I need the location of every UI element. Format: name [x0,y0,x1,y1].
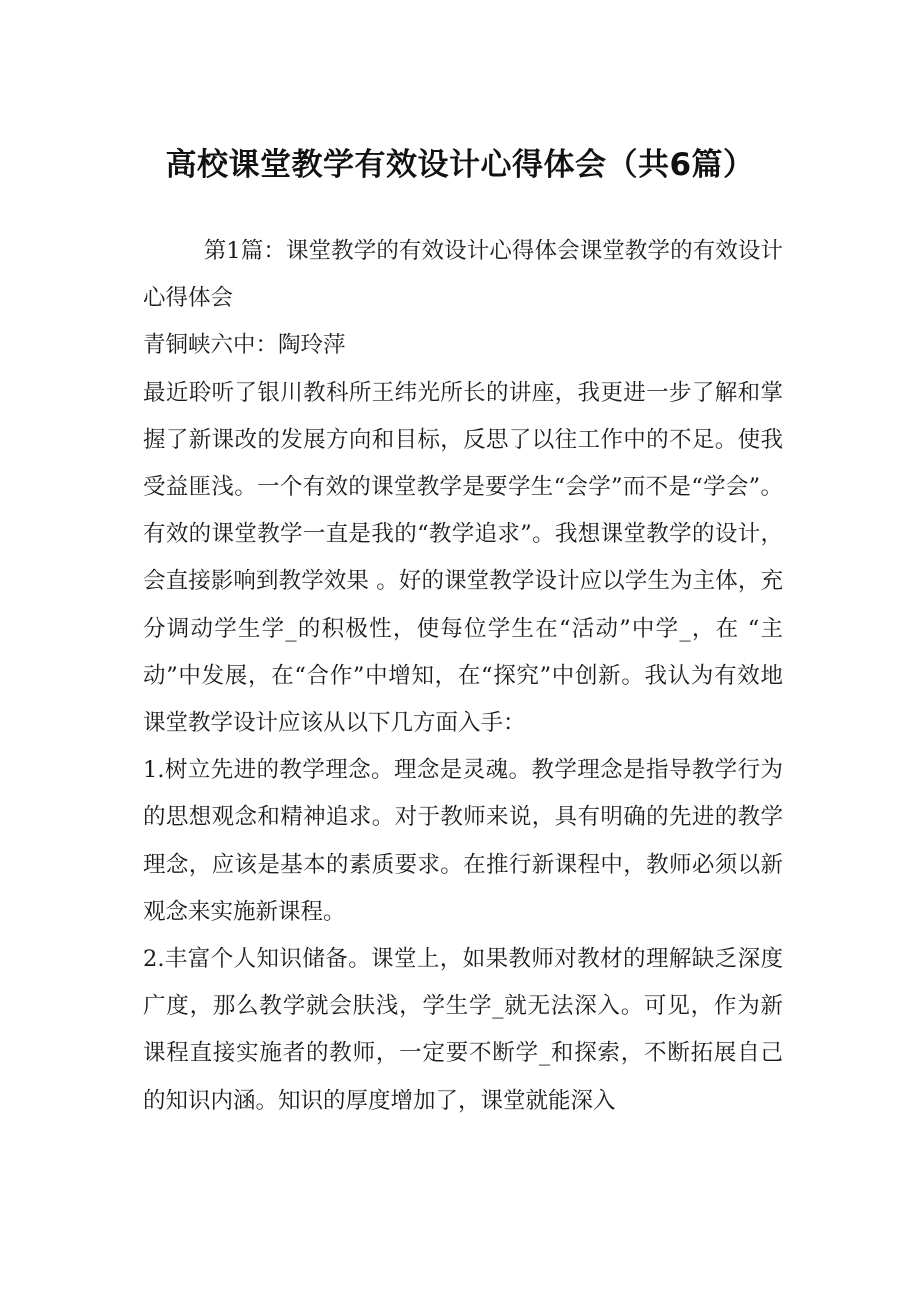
paragraph-point-2: 2.丰富个人知识储备。课堂上，如果教师对教材的理解缺乏深度广度，那么教学就会肤浅，学生学_就无法深入。可见，作为新课程直接实施者的教师，一定要不断学_和探索，不断拓展自己的知识内涵。知识的厚度增加了，课堂就能深入 [143,946,783,1114]
paragraph-intro: 最近聆听了银川教科所王纬光所长的讲座，我更进一步了解和掌握了新课改的发展方向和目标，反思了以往工作中的不足。使我受益匪浅。一个有效的课堂教学是要学生“会学”而不是“学会”。有效的课堂教学一直是我的“教学追求”。我想课堂教学的设计，会直接影响到教学效果 。好的课堂教学设计应以学生为主体，充分调动学生学_的积极性，使每位学生在“活动”中学_，在 “主动”中发展，在“合作”中增知，在“探究”中创新。我认为有效地课堂教学设计应该从以下几方面入手： [143,379,783,737]
document-body [143,228,783,1125]
paragraph-point-1: 1.树立先进的教学理念。理念是灵魂。教学理念是指导教学行为的思想观念和精神追求。对于教师来说，具有明确的先进的教学理念，应该是基本的素质要求。在推行新课程中，教师必须以新观念来实施新课程。 [143,757,783,925]
paragraph-author: 青铜峡六中：陶玲萍 [143,332,346,359]
paragraph-heading: 第1篇：课堂教学的有效设计心得体会课堂教学的有效设计心得体会 [143,238,783,312]
document-title: 高校课堂教学有效设计心得体会（共6篇） [165,147,755,183]
